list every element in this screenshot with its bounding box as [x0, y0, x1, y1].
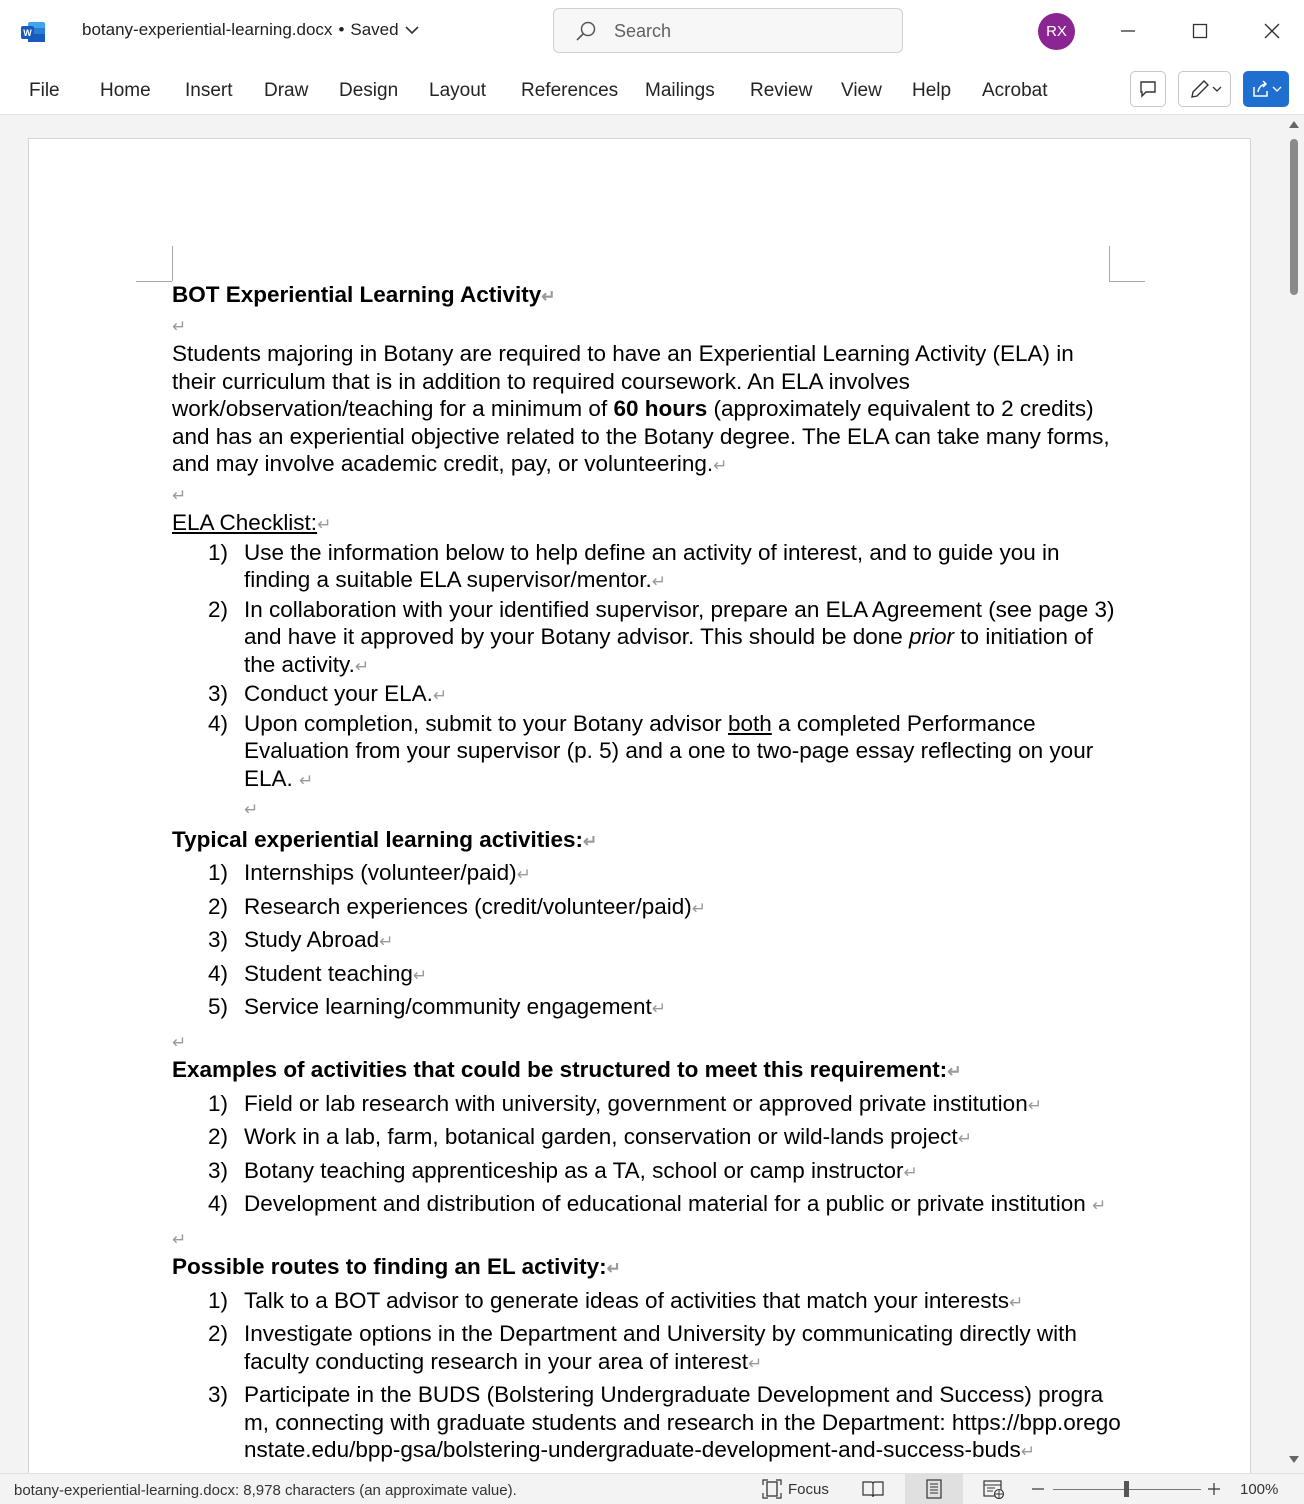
paragraph-mark: ↵	[1008, 1292, 1024, 1312]
list-number: 2)	[208, 1124, 229, 1149]
zoom-out-button[interactable]	[1032, 1478, 1044, 1500]
list-number: 2)	[208, 893, 229, 919]
focus-label: Focus	[788, 1480, 829, 1498]
list-text: Participate in the BUDS (Bolstering Undergraduate Development and Success) program, connecting with graduate students and research in the Department: https://bpp.oregonstate.edu/bpp-gsa/bolstering-undergraduate-development-and-success-buds	[244, 1382, 1121, 1462]
title-separator: •	[338, 20, 345, 39]
paragraph-mark: ↵	[947, 1062, 962, 1081]
tab-mailings[interactable]: Mailings	[645, 80, 715, 101]
document-body[interactable]	[172, 281, 1122, 1470]
list-text: Botany teaching apprenticeship as a TA, school or camp instructor	[244, 1157, 904, 1183]
list-number: 1)	[208, 1287, 229, 1313]
empty-list-paragraph	[172, 794, 1122, 824]
pencil-icon	[1188, 77, 1212, 101]
scrollbar-thumb[interactable]	[1290, 139, 1298, 295]
list-number: 4)	[208, 960, 229, 986]
tab-draw[interactable]: Draw	[264, 80, 309, 101]
list-number: 2)	[208, 596, 229, 622]
intro-text: Students majoring in Botany are required to have an Experiential Learning Activity (ELA) in their curriculum that is in addition to required coursework. An ELA involves work/observation/teaching for a minimum of	[172, 341, 1074, 421]
list-italic-text: prior	[909, 624, 955, 649]
tab-insert[interactable]: Insert	[185, 80, 233, 101]
heading-text: BOT Experiential Learning Activity	[172, 282, 542, 307]
avatar-initials: RX	[1046, 23, 1067, 40]
tab-layout[interactable]: Layout	[429, 80, 487, 101]
crop-mark-top-left-v	[172, 246, 173, 281]
paragraph-mark: ↵	[172, 485, 187, 505]
word-app-icon	[20, 20, 46, 44]
focus-mode-button[interactable]	[762, 1478, 829, 1500]
search-icon	[574, 20, 598, 44]
status-bar	[0, 1473, 1304, 1504]
paragraph-mark: ↵	[651, 999, 666, 1018]
tab-view[interactable]: View	[841, 80, 882, 101]
document-heading	[172, 281, 1122, 311]
share-button[interactable]	[1243, 71, 1289, 107]
comments-button[interactable]	[1130, 71, 1166, 107]
list-number: 1)	[208, 1090, 229, 1116]
read-mode-icon	[862, 1479, 884, 1499]
list-item	[172, 1123, 1122, 1153]
document-filename: botany-experiential-learning.docx	[82, 20, 333, 39]
close-icon	[1264, 23, 1280, 39]
share-icon	[1250, 78, 1272, 100]
zoom-level: 100%	[1240, 1480, 1279, 1498]
examples-heading-text: Examples of activities that could be structured to meet this requirement:	[172, 1057, 948, 1082]
routes-list	[172, 1287, 1122, 1466]
focus-icon	[762, 1479, 782, 1499]
list-number: 4)	[208, 1191, 229, 1216]
read-mode-button[interactable]	[862, 1478, 884, 1500]
list-item	[172, 1157, 1122, 1187]
paragraph-mark: ↵	[1020, 1442, 1035, 1461]
list-item	[172, 926, 1122, 956]
zoom-level-button[interactable]	[1240, 1478, 1278, 1500]
user-avatar[interactable]	[1038, 13, 1075, 50]
intro-paragraph	[172, 340, 1122, 480]
minimize-button[interactable]	[1105, 12, 1151, 50]
paragraph-mark: ↵	[299, 770, 314, 790]
list-item	[172, 1090, 1122, 1120]
character-count[interactable]: botany-experiential-learning.docx: 8,978 characters (an approximate value).	[14, 1482, 517, 1499]
vertical-scrollbar[interactable]	[1284, 115, 1304, 1473]
list-item	[172, 1320, 1122, 1377]
paragraph-mark: ↵	[516, 865, 531, 884]
list-text: Investigate options in the Department and University by communicating directly with faculty conducting research in your area of interest	[244, 1321, 1077, 1374]
svg-text:W: W	[23, 28, 32, 38]
tab-design[interactable]: Design	[339, 80, 399, 101]
intro-text: (approximately equivalent to 2 credits) and has an experiential objective related to the Botany degree. The ELA can take many forms, and may involve academic credit, pay, or volunteering.	[172, 396, 1110, 476]
web-layout-icon	[983, 1479, 1005, 1499]
list-text: Use the information below to help define an activity of interest, and to guide you in finding a suitable ELA supervisor/mentor.	[244, 539, 1060, 592]
list-text: a completed Performance Evaluation from your supervisor (p. 5) and a one to two-page essay reflecting on your ELA.	[244, 710, 1094, 791]
paragraph-mark: ↵	[606, 1259, 621, 1278]
list-item	[172, 960, 1122, 990]
list-item	[172, 859, 1122, 889]
list-text: Development and distribution of educational material for a public or private institution	[244, 1191, 1092, 1216]
list-text: Study Abroad	[244, 927, 380, 952]
paragraph-mark: ↵	[354, 656, 370, 676]
examples-list	[172, 1090, 1122, 1220]
paragraph-mark: ↵	[903, 1162, 918, 1182]
list-text: In collaboration with your identified supervisor, prepare an ELA Agreement (see page 3) and have it approved by your Botany advisor. This should be done	[244, 596, 1115, 649]
list-number: 3)	[208, 1382, 229, 1407]
paragraph-mark: ↵	[244, 800, 259, 819]
list-number: 3)	[208, 681, 229, 706]
list-item	[172, 1190, 1122, 1220]
title-bar	[0, 0, 1304, 64]
list-item	[172, 596, 1122, 681]
chevron-down-icon	[1272, 85, 1282, 93]
paragraph-mark: ↵	[651, 572, 666, 591]
paragraph-mark: ↵	[541, 287, 556, 306]
typical-heading-text: Typical experiential learning activities:	[172, 826, 583, 852]
document-title-dropdown[interactable]	[82, 20, 419, 40]
paragraph-mark: ↵	[1091, 1196, 1107, 1215]
typical-heading	[172, 826, 1122, 856]
paragraph-mark: ↵	[172, 1032, 187, 1052]
list-number: 5)	[208, 994, 229, 1019]
list-number: 1)	[208, 539, 229, 565]
paragraph-mark: ↵	[379, 932, 394, 951]
list-number: 3)	[208, 1157, 229, 1183]
tab-help[interactable]: Help	[912, 80, 952, 101]
plus-icon	[1208, 1483, 1220, 1495]
empty-paragraph	[172, 480, 1122, 510]
comment-icon	[1138, 79, 1158, 99]
document-page[interactable]	[28, 138, 1251, 1473]
list-item	[172, 539, 1122, 596]
crop-mark-top-right-v	[1109, 246, 1110, 281]
tab-home[interactable]: Home	[100, 80, 151, 101]
paragraph-mark: ↵	[957, 1129, 972, 1148]
list-text: Upon completion, submit to your Botany advisor	[244, 710, 728, 736]
list-number: 2)	[208, 1321, 229, 1346]
chevron-down-icon	[1212, 85, 1222, 93]
examples-heading	[172, 1056, 1122, 1086]
checklist	[172, 539, 1122, 824]
chevron-down-icon	[405, 25, 419, 35]
list-text: Work in a lab, farm, botanical garden, conservation or wild-lands project	[244, 1124, 958, 1149]
paragraph-mark: ↵	[1027, 1095, 1042, 1115]
intro-bold-text: 60 hours	[613, 396, 708, 421]
list-text: Internships (volunteer/paid)	[244, 860, 517, 885]
paragraph-mark: ↵	[713, 456, 728, 475]
scroll-down-arrow-icon[interactable]	[1289, 1456, 1299, 1464]
list-item	[172, 893, 1122, 923]
empty-paragraph	[172, 311, 1122, 341]
tab-references[interactable]: References	[521, 80, 619, 101]
crop-mark-top-left-h	[136, 281, 172, 282]
maximize-button[interactable]	[1177, 12, 1223, 50]
list-item	[172, 1287, 1122, 1317]
list-underlined-text: both	[728, 710, 772, 736]
checklist-heading-text: ELA Checklist:	[172, 510, 318, 535]
routes-heading-text: Possible routes to finding an EL activity:	[172, 1254, 607, 1279]
paragraph-mark: ↵	[317, 515, 332, 534]
maximize-icon	[1192, 23, 1208, 39]
save-status: Saved	[350, 20, 399, 39]
ribbon-tabs	[0, 64, 1304, 115]
editing-mode-button[interactable]	[1178, 71, 1231, 107]
paragraph-mark: ↵	[432, 686, 448, 705]
list-item	[172, 1381, 1122, 1466]
list-number: 3)	[208, 927, 229, 952]
paragraph-mark: ↵	[172, 1229, 187, 1249]
list-text: Conduct your ELA.	[244, 681, 433, 706]
paragraph-mark: ↵	[748, 1353, 763, 1373]
routes-heading	[172, 1253, 1122, 1283]
zoom-in-button[interactable]	[1208, 1478, 1220, 1500]
list-text: Research experiences (credit/volunteer/paid)	[244, 893, 692, 919]
document-canvas[interactable]	[0, 115, 1284, 1473]
list-text: Field or lab research with university, government or approved private institution	[244, 1090, 1028, 1116]
tab-file[interactable]: File	[29, 80, 60, 101]
list-number: 4)	[208, 710, 229, 736]
typical-activities-list	[172, 859, 1122, 1023]
paragraph-mark: ↵	[583, 831, 598, 851]
paragraph-mark: ↵	[412, 965, 428, 985]
print-layout-button[interactable]	[905, 1474, 963, 1504]
list-text: Talk to a BOT advisor to generate ideas of activities that match your interests	[244, 1287, 1009, 1313]
list-text: to initiation of the activity.	[244, 624, 1093, 677]
zoom-slider-thumb[interactable]	[1124, 1481, 1129, 1497]
close-button[interactable]	[1249, 12, 1295, 50]
checklist-heading	[172, 509, 1122, 539]
web-layout-button[interactable]	[983, 1478, 1005, 1500]
minimize-icon	[1120, 23, 1136, 39]
empty-paragraph	[172, 1224, 1122, 1254]
list-text: Service learning/community engagement	[244, 994, 652, 1019]
list-item	[172, 710, 1122, 795]
search-input[interactable]	[553, 8, 903, 53]
tab-review[interactable]: Review	[750, 80, 813, 101]
list-number: 1)	[208, 860, 229, 885]
list-text: Student teaching	[244, 960, 413, 986]
scroll-up-arrow-icon[interactable]	[1289, 120, 1299, 128]
search-placeholder: Search	[614, 21, 672, 41]
empty-paragraph	[172, 1027, 1122, 1057]
paragraph-mark: ↵	[691, 898, 706, 918]
print-layout-icon	[925, 1479, 943, 1499]
tab-acrobat[interactable]: Acrobat	[982, 80, 1048, 101]
minus-icon	[1032, 1483, 1044, 1495]
list-item	[172, 993, 1122, 1023]
list-item	[172, 680, 1122, 710]
paragraph-mark: ↵	[172, 316, 187, 336]
